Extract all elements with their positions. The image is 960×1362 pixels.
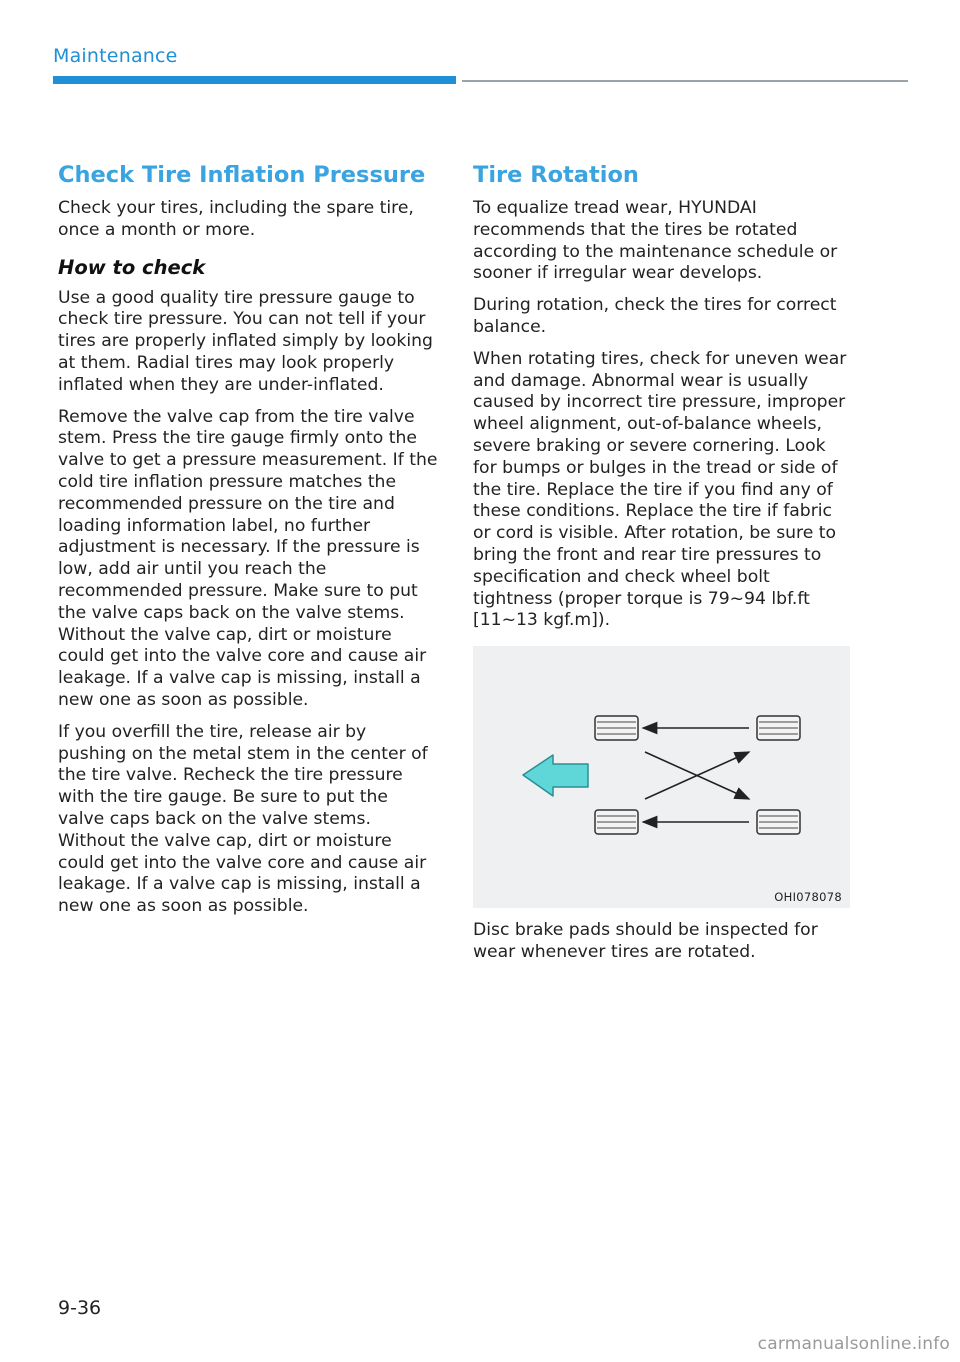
- paragraph: When rotating tires, check for uneven wear and damage. Abnormal wear is usually caused by incorrect tire pressure, improper wheel alignment, out-of-balance wheels, severe braking or severe cornering. Look for bumps or bulges in the tread or side of the tire. Replace the tire if you find any of these conditions. Replace the tire if fabric or cord is visible. After rotation, be sure to bring the front and rear tire pressures to specification and check wheel bolt tightness (proper torque is 79~94 lbf.ft [11~13 kgf.m]).: [473, 348, 847, 631]
- tire-icon-rear-left: [595, 810, 638, 834]
- section-title-inflation: Check Tire Inflation Pressure: [58, 162, 426, 188]
- right-column: [473, 160, 853, 974]
- left-column: [58, 160, 438, 928]
- page-number: 9-36: [58, 1297, 102, 1319]
- rotation-diagram-svg: [473, 646, 850, 908]
- tire-rotation-diagram: [473, 646, 850, 908]
- paragraph: Remove the valve cap from the tire valve stem. Press the tire gauge firmly onto the valve to get a pressure measurement. If the cold tire inflation pressure matches the recommended pressure on the tire and loading information label, no further adjustment is necessary. If the pressure is low, add air until you reach the recommended pressure. Make sure to put the valve caps back on the valve stems. Without the valve cap, dirt or moisture could get into the valve core and cause air leakage. If a valve cap is missing, install a new one as soon as possible.: [58, 406, 438, 710]
- watermark: carmanualsonline.info: [757, 1334, 950, 1354]
- header-bar-rule: [462, 80, 908, 82]
- intro-paragraph: Check your tires, including the spare tire, once a month or more.: [58, 198, 414, 240]
- figure-code: OHI078078: [774, 890, 842, 905]
- paragraph: If you overfill the tire, release air by pushing on the metal stem in the center of the tire valve. Recheck the tire pressure with the tire gauge. Be sure to put the valve caps back on the valve stems. Without the valve cap, dirt or moisture could get into the valve core and cause air leakage. If a valve cap is missing, install a new one as soon as possible.: [58, 721, 428, 917]
- section-title-rotation: Tire Rotation: [473, 162, 639, 188]
- tire-icon-front-left: [595, 716, 638, 740]
- tire-icon-front-right: [757, 716, 800, 740]
- paragraph-after-figure: Disc brake pads should be inspected for wear whenever tires are rotated.: [473, 920, 818, 962]
- section-label: Maintenance: [53, 45, 178, 67]
- header-bar-accent: [53, 76, 456, 84]
- paragraph: Use a good quality tire pressure gauge to check tire pressure. You can not tell if your tires are properly inflated simply by looking at them. Radial tires may look properly inflated when they are under-inflated.: [58, 287, 433, 395]
- tire-icon-rear-right: [757, 810, 800, 834]
- subheading-how-to-check: How to check: [58, 255, 206, 279]
- paragraph: To equalize tread wear, HYUNDAI recommends that the tires be rotated according to the maintenance schedule or sooner if irregular wear develops.: [473, 198, 838, 284]
- left-arrow-icon: [523, 755, 588, 796]
- paragraph: During rotation, check the tires for correct balance.: [473, 295, 837, 337]
